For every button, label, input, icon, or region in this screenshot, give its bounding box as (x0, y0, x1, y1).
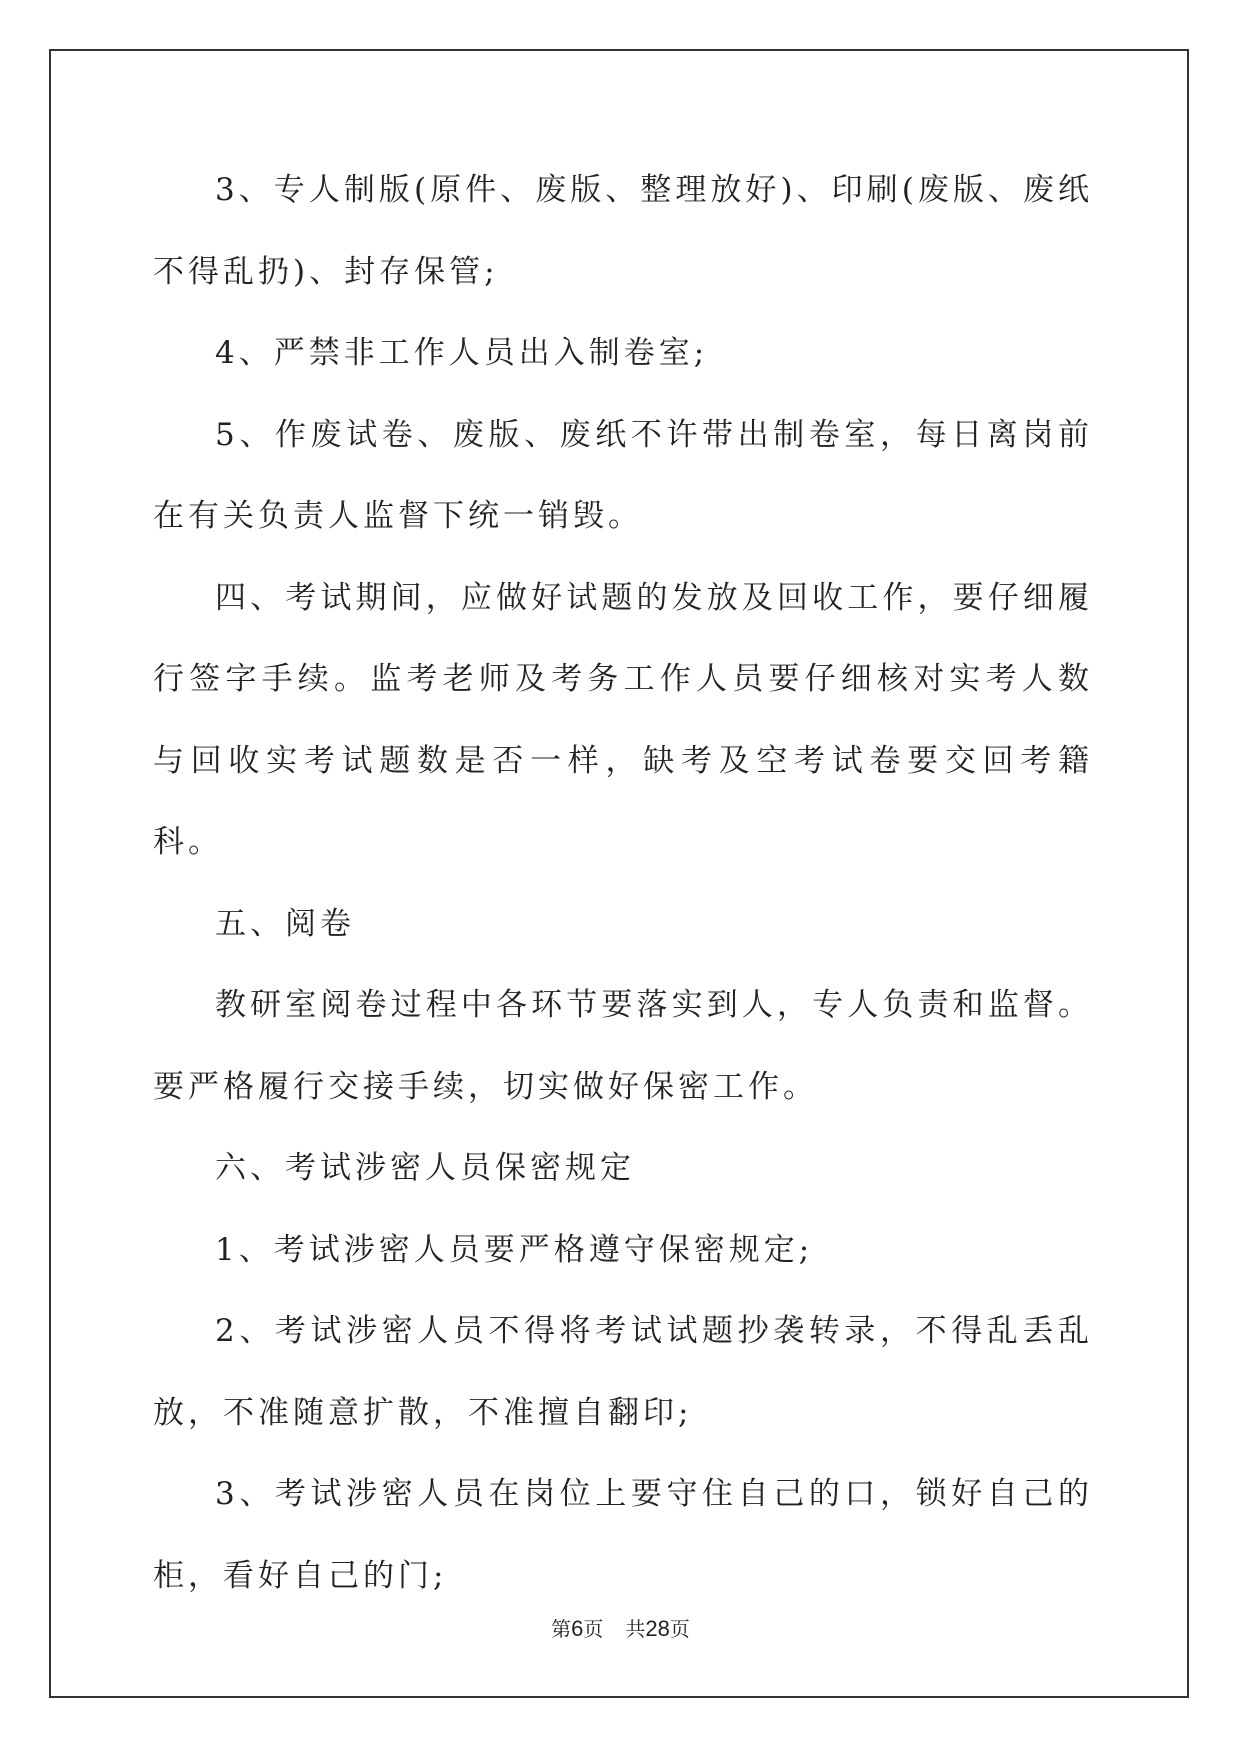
paragraph: 5、作废试卷、废版、废纸不许带出制卷室，每日离岗前在有关负责人监督下统一销毁。 (153, 416, 1093, 534)
total-prefix: 共 (625, 1619, 646, 1641)
page-prefix: 第 (551, 1619, 572, 1641)
paragraph: 3、考试涉密人员在岗位上要守住自己的口，锁好自己的柜，看好自己的门; (153, 1476, 1093, 1594)
section-heading: 五、阅卷 (215, 905, 355, 942)
page-footer (0, 1613, 1241, 1642)
document-body (153, 150, 1093, 1617)
paragraph: 教研室阅卷过程中各环节要落实到人，专人负责和监督。要严格履行交接手续，切实做好保密工作。 (153, 987, 1093, 1105)
page-suffix: 页 (583, 1619, 604, 1641)
paragraph: 1、考试涉密人员要严格遵守保密规定; (215, 1231, 814, 1268)
paragraph: 2、考试涉密人员不得将考试试题抄袭转录，不得乱丢乱放，不准随意扩散，不准擅自翻印; (153, 1313, 1093, 1431)
total-suffix: 页 (669, 1619, 690, 1641)
page-number: 6 (571, 1616, 584, 1641)
paragraph: 4、严禁非工作人员出入制卷室; (215, 335, 709, 371)
paragraph: 3、专人制版(原件、废版、整理放好)、印刷(废版、废纸不得乱扔)、封存保管; (153, 172, 1093, 290)
paragraph: 四、考试期间，应做好试题的发放及回收工作，要仔细履行签字手续。监考老师及考务工作人员要仔细核对实考人数与回收实考试题数是否一样，缺考及空考试卷要交回考籍科。 (153, 579, 1093, 860)
section-heading: 六、考试涉密人员保密规定 (215, 1150, 635, 1186)
total-pages: 28 (645, 1616, 670, 1641)
